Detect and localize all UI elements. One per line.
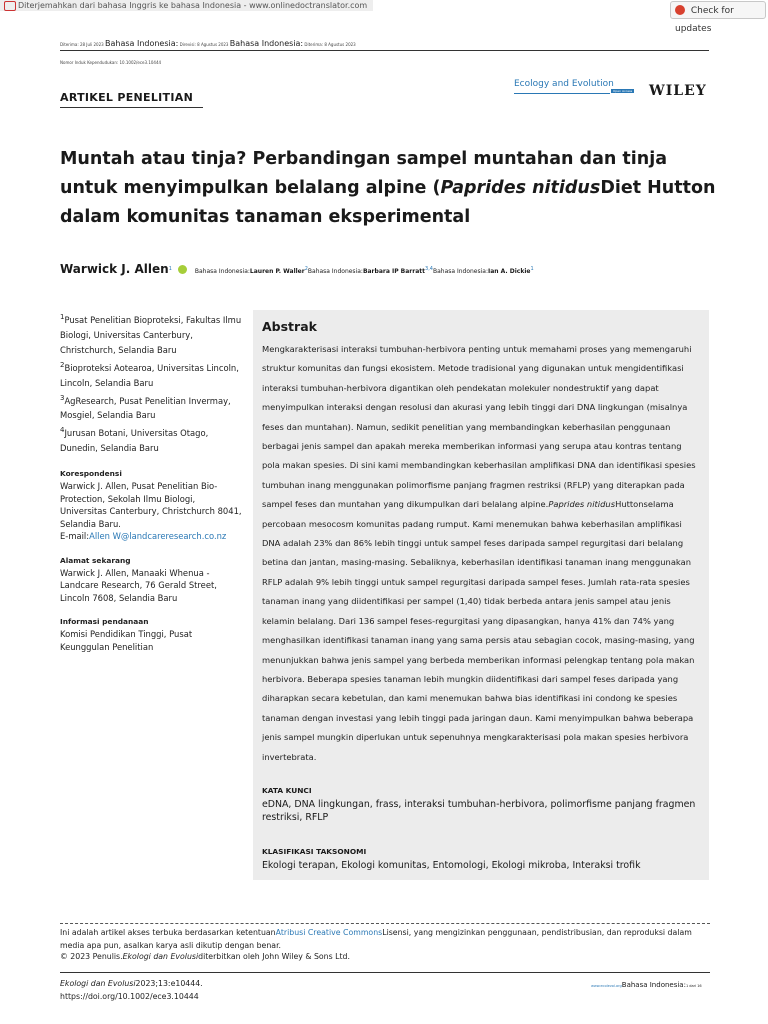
received-date: Diterima: 28 Juli 2023: [60, 42, 104, 47]
page-info: [591, 981, 702, 989]
footer-divider: [60, 972, 710, 973]
check-updates-button[interactable]: [670, 1, 766, 34]
publisher-logo: WILEY: [649, 83, 707, 99]
article-title: [60, 145, 720, 232]
affiliation-text: Jurusan Botani, Universitas Otago, Dunedin, Selandia Baru: [60, 428, 209, 454]
abstract-part1: Mengkarakterisasi interaksi tumbuhan-herbivora penting untuk memahami proses yang memengaruhi struktur komunitas dan fungsi ekosistem. Metode tradisional yang digunakan untuk mengidentifikasi interaksi tumbuhan-herbivora digantikan oleh pendekatan molekuler nondestruktif yang dapat menyimpulkan interaksi dengan resolusi dan akurasi yang lebih tinggi dari DNA lingkungan (misalnya feses dan muntahan). Namun, sedikit penelitian yang membandingkan keberhasilan penggunaan berbagai jenis sampel dan apakah mereka memberikan informasi yang serupa atau kontras tentang pola makan spesies. Di sini kami membandingkan keberhasilan amplifikasi DNA dan identifikasi spesies tumbuhan inang menggunakan polimorfisme panjang fragmen restriksi (RFLP) yang diterapkan pada sampel feses dan muntahan yang dikumpulkan dari belalang alpine.: [262, 344, 696, 510]
abstract-part2: Huttonselama percobaan mesocosm komunitas padang rumput. Kami menemukan bahwa keberhasilan amplifikasi DNA adalah 23% dan 86% lebih tinggi untuk sampel feses daripada sampel regurgitasi dari belalang betina dan jantan, masing-masing. Sebaliknya, keberhasilan identifikasi tanaman inang menggunakan RFLP adalah 9% lebih tinggi untuk sampel regurgitasi daripada sampel feses. Jumlah rata-rata spesies tanaman inang yang diidentifikasi per sampel (1,40) tidak berbeda antara jenis sampel atau jenis kelamin belalang. Dari 136 sampel feses-regurgitasi yang dipasangkan, hanya 41% dan 74% yang menghasilkan identifikasi tanaman inang yang sama persis atau sebagian cocok, masing-masing, yang menunjukkan bahwa jenis sampel yang berbeda memberikan informasi pelengkap tentang pola makan herbivora. Beberapa spesies tanaman lebih mungkin diidentifikasi dari sampel feses daripada yang diharapkan secara kebetulan, dan kami menemukan bahwa bias identifikasi ini condong ke spesies tanaman dengan investasi yang lebih tinggi pada jaringan daun. Kami menyimpulkan bahwa beberapa jenis sampel mungkin diperlukan untuk sepenuhnya mengkarakterisasi pola makan spesies herbivora invertebrata.: [262, 499, 695, 762]
address-text: Warwick J. Allen, Manaaki Whenua - Landcare Research, 76 Gerald Street, Lincoln 7608, Selandia Baru: [60, 567, 217, 603]
correspondence-heading: Korespondensi: [60, 469, 122, 479]
title-part2: Diet Hutton dalam komunitas tanaman eksperimental: [60, 178, 716, 227]
title-species: Paprides nitidus: [440, 178, 601, 198]
affiliation-num: 3: [60, 393, 65, 402]
citation-volume: 2023;13:e10444.: [135, 979, 203, 988]
affiliation-ref: 1: [530, 266, 534, 272]
affiliation-text: Pusat Penelitian Bioproteksi, Fakultas Ilmu Biologi, Universitas Canterbury, Christchurch, Selandia Baru: [60, 314, 242, 355]
translator-banner-text: Diterjemahkan dari bahasa Inggris ke bahasa Indonesia - www.onlinedoctranslator.com: [18, 1, 368, 10]
revised-date: Direvisi: 8 Agustus 2023: [179, 42, 229, 47]
license-post: Lisensi, yang mengizinkan penggunaan, pendistribusian, dan reproduksi dalam media apa pun, asalkan karya asli dikutip dengan benar.: [60, 928, 692, 950]
taxonomy-heading: KLASIFIKASI TAKSONOMI: [262, 847, 367, 856]
affiliation-num: 1: [60, 313, 65, 321]
license-notice: [60, 927, 710, 952]
lang-tag: Bahasa Indonesia:: [307, 268, 363, 275]
page-number: 1 dari 16: [685, 984, 702, 988]
affiliation-text: AgResearch, Pusat Penelitian Invermay, Mosgiel, Selandia Baru: [60, 395, 231, 421]
author-name[interactable]: Warwick J. Allen: [60, 262, 169, 276]
affiliation: [60, 423, 242, 456]
orcid-icon[interactable]: [178, 265, 187, 274]
citation-journal: Ekologi dan Evolusi: [60, 979, 136, 988]
affiliation-ref: 3,4: [425, 266, 433, 272]
article-type: ARTIKEL PENELITIAN: [60, 91, 194, 104]
lang-tag: Bahasa Indonesia:: [621, 981, 686, 989]
citation-doi-link[interactable]: https://doi.org/10.1002/ece3.10444: [60, 991, 199, 1001]
affiliation-num: 4: [60, 426, 65, 435]
doi-header: Nomor Induk Kependudukan: 10.1002/ece3.10444: [60, 60, 162, 65]
correspondence-text: Warwick J. Allen, Pusat Penelitian Bio-Protection, Sekolah Ilmu Biologi, Universitas Canterbury, Christchurch 8041, Selandia Baru.: [60, 481, 242, 529]
title-part1: Muntah atau tinja? Perbandingan sampel muntahan dan tinja untuk menyimpulkan belalang alpine (: [60, 149, 668, 198]
affiliations-column: [60, 310, 242, 653]
lang-tag: Bahasa Indonesia:: [432, 268, 488, 275]
email-label: E-mail:: [60, 531, 90, 542]
lang-tag: Bahasa Indonesia:: [104, 39, 179, 48]
correspondence-email: [60, 530, 242, 543]
affiliation: [60, 310, 242, 358]
author-name[interactable]: Barbara IP Barratt: [362, 268, 426, 275]
affiliation: [60, 358, 242, 391]
article-dates: [60, 39, 356, 48]
email-link[interactable]: Allen W@landcareresearch.co.nz: [89, 531, 227, 542]
license-pre: Ini adalah artikel akses terbuka berdasarkan ketentuan: [60, 928, 276, 937]
abstract-species: Paprides nitidus: [548, 499, 616, 510]
affiliation-ref: 1: [168, 266, 172, 272]
author-name[interactable]: Ian A. Dickie: [488, 268, 531, 275]
keywords-heading: KATA KUNCI: [262, 786, 312, 795]
affiliation-text: Bioproteksi Aotearoa, Universitas Lincoln, Lincoln, Selandia Baru: [60, 362, 239, 388]
journal-url-link[interactable]: www.ecolevol.org: [591, 984, 622, 988]
journal-logo-bar: [514, 93, 610, 94]
accepted-date: Diterima: 8 Agustus 2023: [304, 42, 356, 47]
taxonomy-text: Ekologi terapan, Ekologi komunitas, Entomologi, Ekologi mikroba, Interaksi trofik: [262, 860, 641, 871]
address-heading: Alamat sekarang: [60, 555, 131, 565]
affiliation-num: 2: [60, 360, 65, 369]
funding-text: Komisi Pendidikan Tinggi, Pusat Keunggulan Penelitian: [60, 629, 193, 652]
lang-tag: Bahasa Indonesia:: [229, 39, 304, 48]
citation-line: [60, 978, 203, 991]
author-list: [60, 262, 534, 276]
check-updates-label: Check for updates: [675, 6, 734, 34]
copyright-post: diterbitkan oleh John Wiley & Sons Ltd.: [198, 952, 350, 961]
open-access-badge: Open Access: [613, 89, 633, 93]
license-link[interactable]: Atribusi Creative Commons: [275, 928, 383, 937]
copyright-journal: Ekologi dan Evolusi: [122, 952, 199, 961]
lang-tag: Bahasa Indonesia:: [194, 268, 250, 275]
update-badge-icon: [675, 5, 685, 15]
copyright-notice: [60, 952, 350, 961]
author-name[interactable]: Lauren P. Waller: [249, 268, 305, 275]
footer-dashed-divider: [60, 923, 710, 924]
keywords-text: eDNA, DNA lingkungan, frass, interaksi tumbuhan-herbivora, polimorfisme panjang fragmen restriksi, RFLP: [262, 799, 696, 823]
header-divider: [60, 50, 709, 51]
copyright-pre: © 2023 Penulis.: [60, 952, 123, 961]
translator-banner[interactable]: [0, 0, 373, 11]
funding-heading: Informasi pendanaan: [60, 617, 149, 627]
pdf-icon: [4, 1, 16, 11]
affiliation: [60, 391, 242, 424]
citation: [60, 978, 203, 1003]
affiliation-ref: 2: [304, 266, 308, 272]
abstract-text: [262, 340, 702, 767]
journal-logo: Ecology and Evolution: [514, 79, 614, 89]
article-type-underline: [60, 107, 203, 108]
abstract-heading: Abstrak: [262, 319, 317, 334]
